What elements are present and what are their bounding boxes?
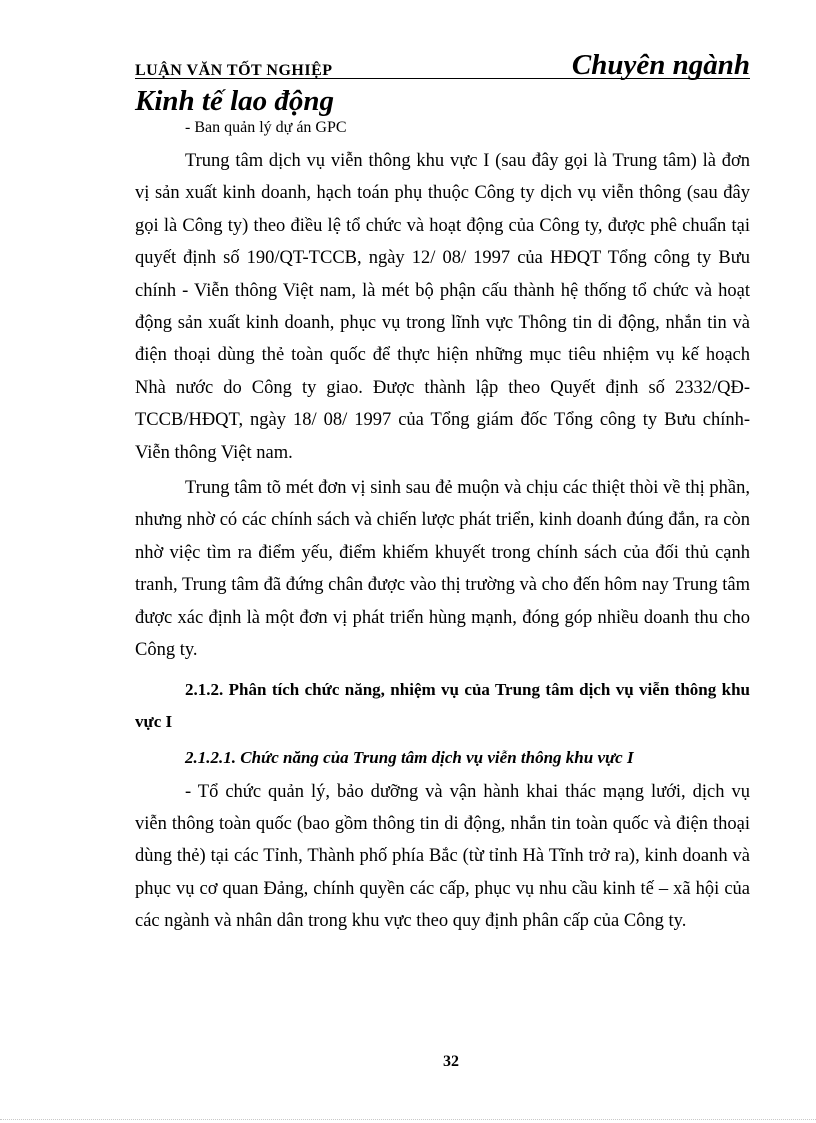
paragraph-functions: - Tổ chức quản lý, bảo dưỡng và vận hành khai thác mạng lưới, dịch vụ viễn thông toàn quốc (bao gồm thông tin di động, nhắn tin toàn quốc và điện thoại dùng thẻ) tại các Tỉnh, Thành phố phía Bắc (từ tỉnh Hà Tĩnh trở ra), kinh doanh và phục vụ cơ quan Đảng, chính quyền các cấp, phục vụ nhu cầu kinh tế – xã hội của các ngành và nhân dân trong khu vực theo quy định phân cấp của Công ty. [135, 781, 750, 932]
header-divider [135, 78, 750, 79]
section-heading: 2.1.2. Phân tích chức năng, nhiệm vụ của Trung tâm dịch vụ viễn thông khu vực I [135, 679, 750, 731]
header-major-name: Kinh tế lao động [135, 85, 335, 117]
header-thesis-title: LUẬN VĂN TỐT NGHIỆP [135, 62, 333, 79]
page-number: 32 [443, 1053, 459, 1070]
document-body [135, 117, 750, 941]
subsection-heading: 2.1.2.1. Chức năng của Trung tâm dịch vụ viễn thông khu vực I [185, 747, 634, 767]
paragraph-intro: Trung tâm dịch vụ viễn thông khu vực I (sau đây gọi là Trung tâm) là đơn vị sản xuất kinh doanh, hạch toán phụ thuộc Công ty dịch vụ viễn thông (sau đây gọi là Công ty) theo điều lệ tổ chức và hoạt động của Công ty, được phê chuẩn tại quyết định số 190/QT-TCCB, ngày 12/ 08/ 1997 của HĐQT Tổng công ty Bưu chính - Viễn thông Việt nam, là mét bộ phận cấu thành hệ thống tổ chức và hoạt động sản xuất kinh doanh, phục vụ trong lĩnh vực Thông tin di động, nhắn tin và điện thoại dùng thẻ toàn quốc để thực hiện những mục tiêu nhiệm vụ kế hoạch Nhà nước do Công ty giao. Được thành lập theo Quyết định số 2332/QĐ- TCCB/HĐQT, ngày 18/ 08/ 1997 của Tổng giám đốc Tổng công ty Bưu chính- Viễn thông Việt nam. [135, 151, 750, 463]
footer-divider [0, 1119, 816, 1120]
header-major-label: Chuyên ngành [571, 49, 750, 81]
paragraph-development: Trung tâm tõ mét đơn vị sinh sau đẻ muộn và chịu các thiệt thòi về thị phần, nhưng nhờ có các chính sách và chiến lược phát triển, kinh doanh đúng đắn, ra còn nhờ việc tìm ra điểm yếu, điểm khiếm khuyết trong chính sách của đối thủ cạnh tranh, Trung tâm đã đứng chân được vào thị trường và cho đến hôm nay Trung tâm được xác định là một đơn vị phát triển hùng mạnh, đóng góp nhiều doanh thu cho Công ty. [135, 478, 750, 661]
sub-line: - Ban quản lý dự án GPC [185, 119, 347, 136]
